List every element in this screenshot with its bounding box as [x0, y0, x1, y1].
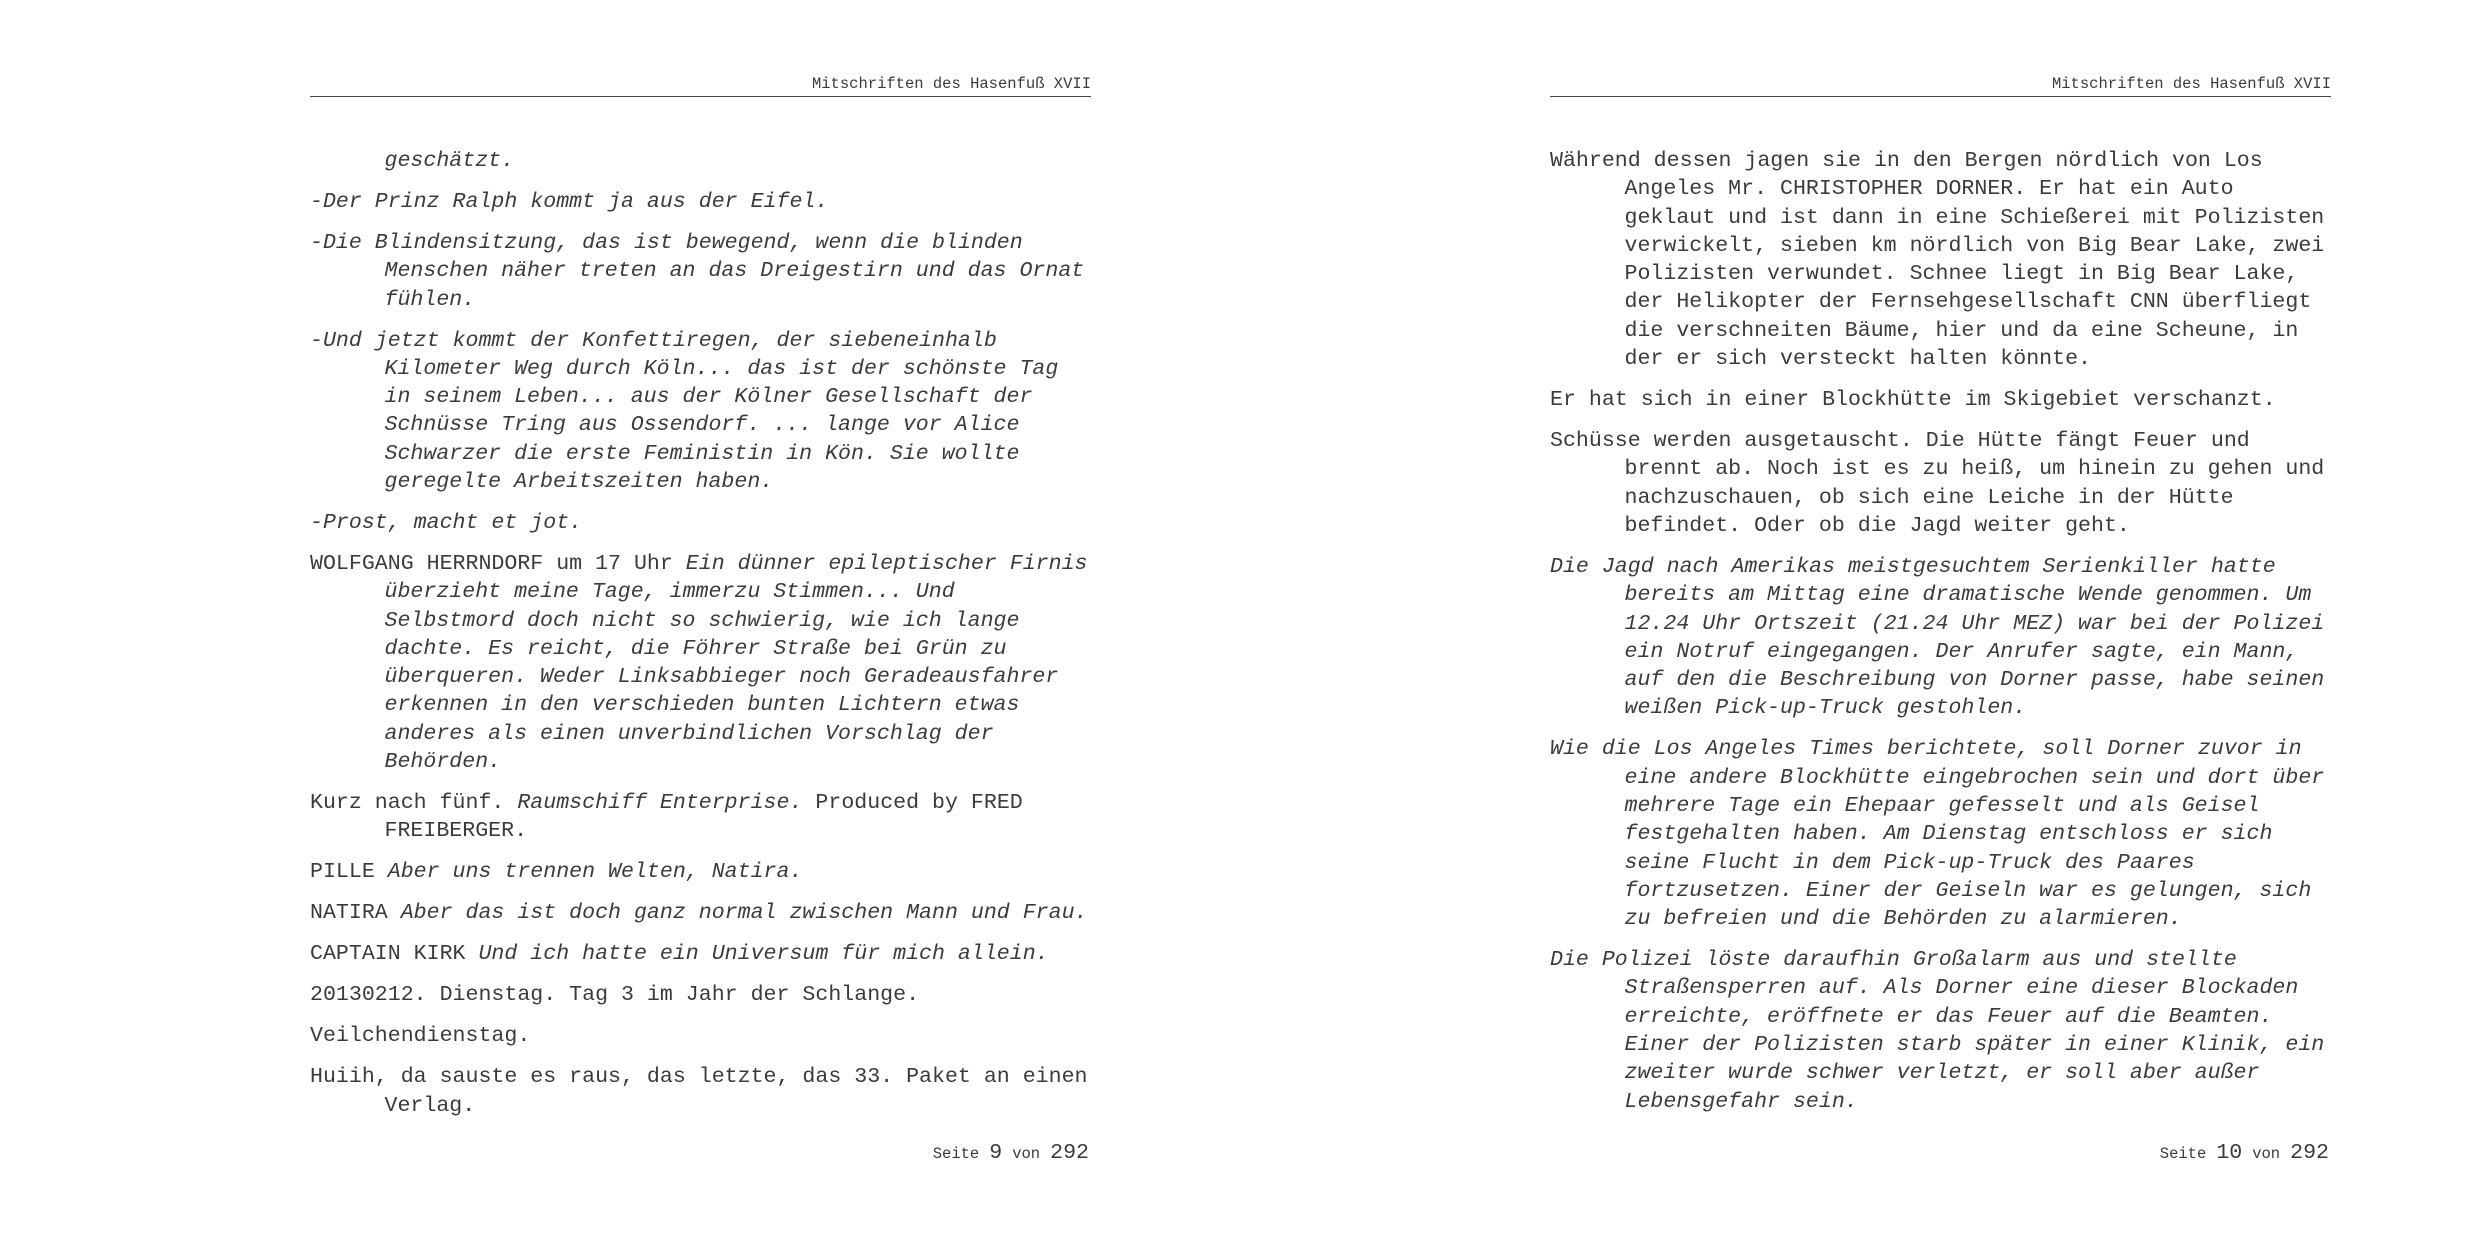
paragraph — [310, 509, 1091, 537]
paragraph — [310, 550, 1091, 776]
text-run: PILLE — [310, 860, 388, 885]
paragraph — [310, 981, 1091, 1009]
page-body — [1550, 147, 2331, 1129]
italic-text-run: Raumschiff Enterprise. — [517, 791, 803, 816]
text-run: WOLFGANG HERRNDORF um 17 Uhr — [310, 552, 686, 576]
italic-text-run: -Die Blindensitzung, das ist bewegend, wenn die blinden Menschen näher treten an das Dreigestirn und das Ornat fühlen. — [310, 230, 1085, 312]
page-current: 9 — [989, 1141, 1003, 1165]
paragraph — [310, 858, 1091, 886]
header-rule — [310, 96, 1091, 97]
text-run: Schüsse werden ausgetauscht. Die Hütte fängt Feuer und brennt ab. Noch ist es zu heiß, um hinein zu gehen und nachzuschauen, ob sich eine Leiche in der Hütte befindet. Oder ob die Jagd weiter geht. — [1550, 429, 2325, 538]
italic-text-run: Die Jagd nach Amerikas meistgesuchtem Serienkiller hatte bereits am Mittag eine dramatische Wende genommen. Um 12.24 Uhr Ortszeit (21.24 Uhr MEZ) war bei der Polizei ein Notruf eingegangen. Der Anrufer sagte, ein Mann, auf den die Beschreibung von Dorner passe, habe seinen weißen Pick-up-Truck gestohlen. — [1550, 554, 2325, 721]
right-page — [1240, 0, 2480, 1240]
text-run: Kurz nach fünf. — [310, 791, 518, 816]
page-of-label: von — [2252, 1145, 2281, 1163]
paragraph — [1550, 147, 2331, 373]
italic-text-run: -Der Prinz Ralph kommt ja aus der Eifel. — [310, 189, 829, 214]
text-run: Huiih, da sauste es raus, das letzte, das 33. Paket an einen Verlag. — [310, 1065, 1088, 1118]
paragraph — [310, 940, 1091, 968]
running-head — [310, 74, 1091, 94]
page-total: 292 — [1050, 1141, 1089, 1165]
paragraph — [310, 1022, 1091, 1050]
paragraph — [310, 327, 1091, 497]
page-body — [310, 147, 1091, 1133]
text-run: Während dessen jagen sie in den Bergen nördlich von Los Angeles Mr. CHRISTOPHER DORNER. Er hat ein Auto geklaut und ist dann in eine Schießerei mit Polizisten verwickelt, sieben km nördlich von Big Bear Lake, zwei Polizisten verwundet. Schnee liegt in Big Bear Lake, der Helikopter der Fernsehgesellschaft CNN überfliegt die verschneiten Bäume, hier und da eine Scheune, in der er sich versteckt halten könnte. — [1550, 149, 2325, 372]
text-run: Produced by FRED FREIBERGER. — [384, 791, 1023, 844]
text-run: CAPTAIN KIRK — [310, 942, 479, 967]
paragraph — [310, 1063, 1091, 1120]
page-label: Seite — [2159, 1145, 2207, 1163]
paragraph — [1550, 386, 2331, 414]
page-label: Seite — [932, 1145, 980, 1163]
text-run: Veilchendienstag. — [310, 1024, 531, 1049]
paragraph — [310, 789, 1091, 846]
page-of-label: von — [1012, 1145, 1041, 1163]
page-total: 292 — [2290, 1141, 2329, 1165]
italic-text-run: Und ich hatte ein Universum für mich allein. — [478, 942, 1049, 967]
header-rule — [1550, 96, 2331, 97]
paragraph — [1550, 946, 2331, 1116]
italic-text-run: -Und jetzt kommt der Konfettiregen, der siebeneinhalb Kilometer Weg durch Köln... das ist der schönste Tag in seinem Leben... aus der Kölner Gesellschaft der Schnüsse Tring aus Ossendorf. ... lange vor Alice Schwarzer die erste Feministin in Kön. Sie wollte geregelte Arbeitszeiten haben. — [310, 328, 1059, 495]
running-head — [1550, 74, 2331, 94]
paragraph — [310, 147, 1091, 175]
italic-text-run: Ein dünner epileptischer Firnis überzieht meine Tage, immerzu Stimmen... Und Selbstmord doch nicht so schwierig, wie ich lange dachte. Es reicht, die Föhrer Straße bei Grün zu überqueren. Weder Linksabbieger noch Geradeausfahrer erkennen in den verschieden bunten Lichtern etwas anderes als einen unverbindlichen Vorschlag der Behörden. — [384, 552, 1088, 775]
italic-text-run: -Prost, macht et jot. — [310, 511, 583, 536]
running-head-title: Mitschriften des Hasenfuß XVII — [2051, 75, 2331, 93]
paragraph — [310, 899, 1091, 927]
text-run: 20130212. Dienstag. Tag 3 im Jahr der Schlange. — [310, 983, 920, 1008]
italic-text-run: Aber das ist doch ganz normal zwischen Mann und Frau. — [400, 901, 1088, 926]
paragraph — [1550, 553, 2331, 723]
italic-text-run: geschätzt. — [384, 149, 515, 173]
running-head-title: Mitschriften des Hasenfuß XVII — [811, 75, 1091, 93]
paragraph — [310, 229, 1091, 314]
page-number — [2160, 1139, 2329, 1168]
italic-text-run: Wie die Los Angeles Times berichtete, soll Dorner zuvor in eine andere Blockhütte eingebrochen sein und dort über mehrere Tage ein Ehepaar gefesselt und als Geisel festgehalten haben. Am Dienstag entschloss er sich seine Flucht in dem Pick-up-Truck des Paares fortzusetzen. Einer der Geiseln war es gelungen, sich zu befreien und die Behörden zu alarmieren. — [1550, 737, 2325, 932]
page-number — [933, 1139, 1089, 1168]
text-run: Er hat sich in einer Blockhütte im Skigebiet verschanzt. — [1550, 388, 2276, 413]
page-current: 10 — [2216, 1141, 2243, 1165]
paragraph — [1550, 427, 2331, 540]
paragraph — [1550, 735, 2331, 933]
text-run: NATIRA — [310, 901, 401, 926]
paragraph — [310, 188, 1091, 216]
italic-text-run: Die Polizei löste daraufhin Großalarm aus und stellte Straßensperren auf. Als Dorner eine dieser Blockaden erreichte, eröffnete er das Feuer auf die Beamten. Einer der Polizisten starb später in einer Klinik, ein zweiter wurde schwer verletzt, er soll aber außer Lebensgefahr sein. — [1550, 948, 2325, 1114]
italic-text-run: Aber uns trennen Welten, Natira. — [387, 860, 803, 885]
